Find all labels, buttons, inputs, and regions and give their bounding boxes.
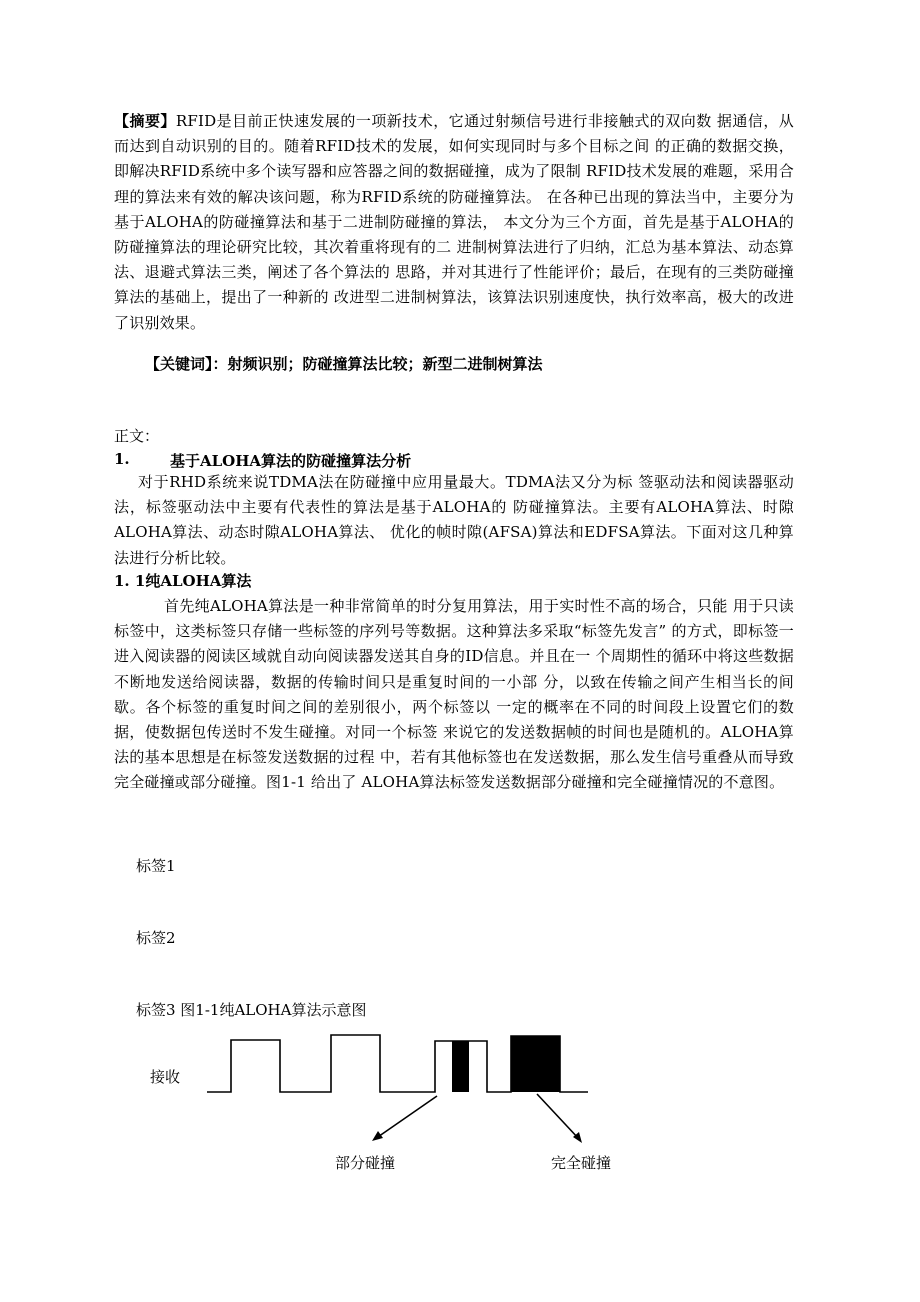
section-1-title: 基于ALOHA算法的防碰撞算法分析 xyxy=(170,452,412,470)
body-label: 正文： xyxy=(114,427,160,445)
section-1-1-paragraph: 首先纯ALOHA算法是一种非常简单的时分复用算法，用于实时性不高的场合，只能 用于只读标签中，这类标签只存储一些标签的序列号等数据。这种算法多采取“标签先发言” 的方式，即标签一进入阅读器的阅读区域就自动向阅读器发送其自身的ID信息。并且在一 个周期性的循环中将这些数据不断地发送给阅读器，数据的传输时间只是重复时间的一小部 分，以致在传输之间产生相当长的间歇。各个标签的重复时间之间的差别很小，两个标签以 一定的概率在不同的时间段上设置它们的数据，使数据包传送时不发生碰撞。对同一个标签 来说它的发送数据帧的时间也是随机的。ALOHA算法的基本思想是在标签发送数据的过程 中，若有其他标签也在发送数据，那么发生信号重叠从而导致完全碰撞或部分碰撞。图1-1 给出了 ALOHA算法标签发送数据部分碰撞和完全碰撞情况的不意图。 xyxy=(114,597,794,792)
section-1-number: 1. xyxy=(114,450,130,468)
tag2-label: 标签2 xyxy=(136,929,176,947)
keywords-line: 【关键词】：射频识别；防碰撞算法比较；新型二进制树算法 xyxy=(145,355,543,373)
full-collision-arrow xyxy=(537,1094,579,1139)
figure-caption: 标签3 图1-1纯ALOHA算法示意图 xyxy=(136,1001,367,1019)
section-1-paragraph: 对于RHD系统来说TDMA法在防碰撞中应用量最大。TDMA法又分为标 签驱动法和阅读器驱动法，标签驱动法中主要有代表性的算法是基于ALOHA的 防碰撞算法。主要有ALOHA算法、时隙ALOHA算法、动态时隙ALOHA算法、 优化的帧时隙(AFSA)算法和EDFSA算法。下面对这几种算法进行分析比较。 xyxy=(114,473,794,567)
tag1-label: 标签1 xyxy=(136,857,176,875)
partial-collision-label: 部分碰撞 xyxy=(335,1154,396,1172)
full-collision-label: 完全碰撞 xyxy=(551,1154,612,1172)
partial-collision-overlap xyxy=(452,1041,469,1092)
receive-label: 接收 xyxy=(150,1068,181,1086)
abstract-text: RFID是目前正快速发展的一项新技术，它通过射频信号进行非接触式的双向数 据通信，从而达到自动识别的目的。随着RFID技术的发展，如何实现同时与多个目标之间 的正确的数据交换，即解决RFID系统中多个读写器和应答器之间的数据碰撞，成为了限制 RFID技术发展的难题，采用合理的算法来有效的解决该问题，称为RFID系统的防碰撞算法。 在各种已出现的算法当中，主要分为基于ALOHA的防碰撞算法和基于二进制防碰撞的算法， 本文分为三个方面，首先是基于ALOHA的防碰撞算法的理论研究比较，其次着重将现有的二 进制树算法进行了归纳，汇总为基本算法、动态算法、退避式算法三类，阐述了各个算法的 思路，并对其进行了性能评价；最后，在现有的三类防碰撞算法的基础上，提出了一种新的 改进型二进制树算法，该算法识别速度快，执行效率高，极大的改进了识别效果。 xyxy=(114,112,794,332)
abstract-label: 【摘要】 xyxy=(114,112,176,130)
partial-arrowhead xyxy=(372,1131,383,1141)
partial-collision-arrow xyxy=(375,1096,437,1139)
full-collision-block xyxy=(511,1036,560,1092)
section-1-1-heading: 1. 1纯ALOHA算法 xyxy=(114,572,252,590)
